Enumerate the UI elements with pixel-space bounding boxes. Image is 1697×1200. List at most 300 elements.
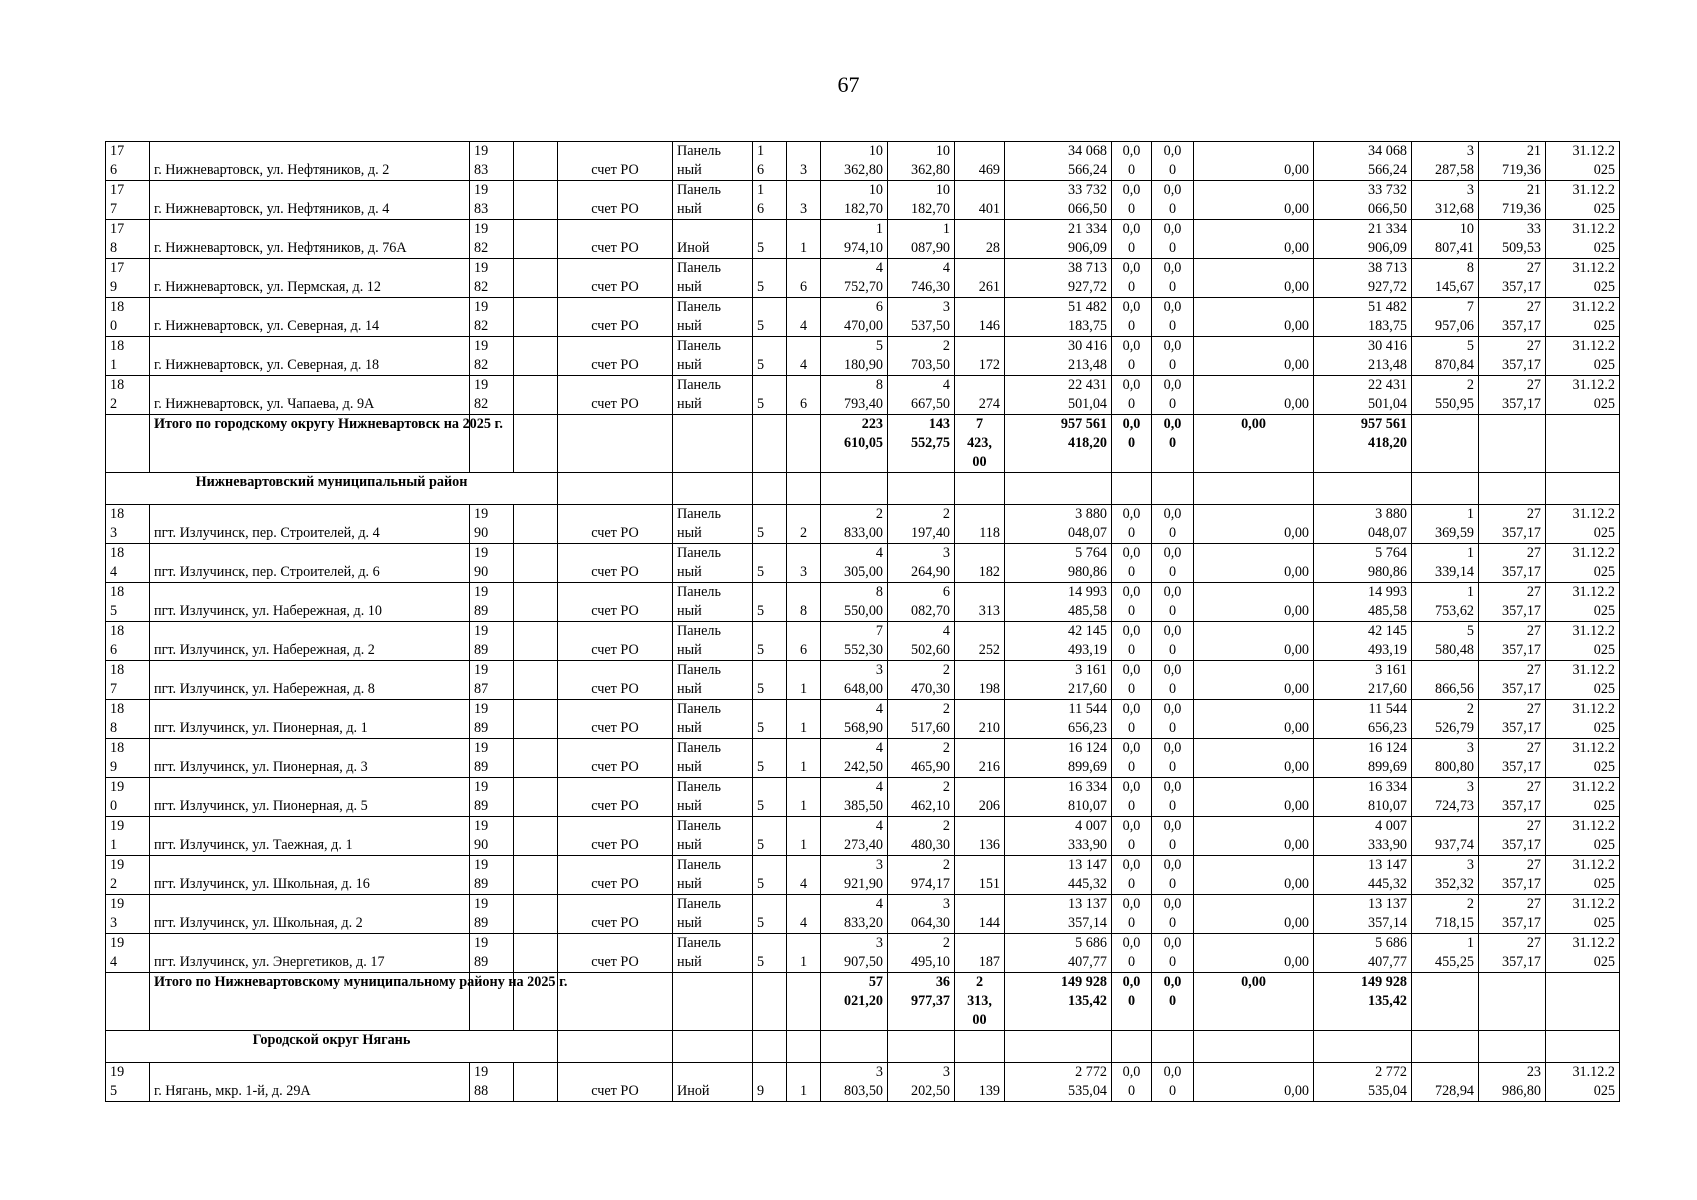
cell-line: 89 (474, 603, 489, 619)
cell-line (757, 895, 782, 914)
table-row (106, 1063, 1620, 1102)
cell-line: 509,53 (1501, 240, 1541, 256)
cell-line: 27 (1526, 260, 1541, 276)
cell-line: 0,0 (1163, 740, 1182, 756)
wall-material-cell (673, 856, 753, 895)
cell-line: 537,50 (910, 318, 950, 334)
cell-line: 986,80 (1501, 1083, 1541, 1099)
cell-line: 724,73 (1434, 798, 1474, 814)
cell-line: 51 482 (1367, 299, 1407, 315)
cell-line: 048,07 (1367, 525, 1407, 541)
residents-cell: 144 (955, 895, 1005, 934)
wall-material-cell (673, 220, 753, 259)
cell-line: 5 (757, 681, 765, 697)
deadline-cell (1546, 622, 1620, 661)
cell-line: ный (677, 915, 702, 931)
cell-line: 16 124 (1367, 740, 1407, 756)
year-cell (470, 778, 514, 817)
total-cost-cell (1005, 661, 1112, 700)
cell-line: 182,70 (843, 201, 883, 217)
total-cost-cell (1005, 505, 1112, 544)
total-area-cell (821, 895, 888, 934)
cell-line: 1 (110, 837, 118, 853)
cell-line: 5 686 (1375, 935, 1407, 951)
floors-cell (753, 505, 787, 544)
fund-2-cell (1152, 856, 1194, 895)
owners-fund-cell (1314, 220, 1412, 259)
cell-line: 357,14 (1367, 915, 1407, 931)
section-header-row (106, 473, 1620, 505)
cell-line: ный (677, 564, 702, 580)
cell-line: 3 (875, 1064, 883, 1080)
cell-line: 793,40 (843, 396, 883, 412)
cell-line: 5 764 (1375, 545, 1407, 561)
fund-cell: счет РО (558, 700, 673, 739)
row-number (106, 544, 150, 583)
empty-cell (558, 415, 673, 473)
cell-line: 0 (1127, 642, 1136, 658)
cell-line: 719,36 (1501, 201, 1541, 217)
empty-cell (821, 473, 888, 505)
cell-line: Панель (677, 143, 721, 159)
fund-3-cell: 0,00 (1194, 856, 1314, 895)
empty-cell (1546, 473, 1620, 505)
owners-fund-cell (1314, 544, 1412, 583)
cell-line: 0 (1168, 162, 1177, 178)
cell-line: 305,00 (843, 564, 883, 580)
unit-cost-cell (1412, 259, 1479, 298)
limit-cost-cell (1479, 661, 1546, 700)
limit-cost-cell (1479, 298, 1546, 337)
cell-line: 19 (474, 740, 489, 756)
fund-3-cell: 0,00 (1194, 298, 1314, 337)
residential-area-cell (888, 181, 955, 220)
year-cell (470, 700, 514, 739)
cell-line: 2 (975, 974, 984, 990)
fund-1-cell (1112, 856, 1152, 895)
cell-line: 17 (110, 143, 125, 159)
cell-line: 906,09 (1067, 240, 1107, 256)
cell-line: 149 928 (1360, 974, 1407, 990)
owners-fund-cell (1314, 298, 1412, 337)
cell-line: 0 (1168, 201, 1177, 217)
cell-line: 423, (967, 435, 992, 451)
cell-line: 493,19 (1067, 642, 1107, 658)
fund-2-cell (1152, 934, 1194, 973)
cell-line: 2 772 (1375, 1064, 1407, 1080)
fund-2-cell (1152, 622, 1194, 661)
cell-line: 455,25 (1434, 954, 1474, 970)
cell-line: 31.12.2 (1572, 506, 1615, 522)
cell-line: 3 (875, 935, 883, 951)
deadline-cell (1546, 259, 1620, 298)
cell-line: 980,86 (1367, 564, 1407, 580)
empty-cell (514, 1063, 558, 1102)
cell-line: 810,07 (1067, 798, 1107, 814)
residents-cell: 139 (955, 1063, 1005, 1102)
cell-line: 242,50 (843, 759, 883, 775)
empty-cell (1194, 1031, 1314, 1063)
empty-cell (558, 973, 673, 1031)
cell-line: 485,58 (1367, 603, 1407, 619)
row-number (106, 700, 150, 739)
cell-line: 0,0 (1122, 338, 1141, 354)
limit-cost-cell (1479, 895, 1546, 934)
cell-line: 5 686 (1075, 935, 1107, 951)
cell-line: 17 (110, 221, 125, 237)
cell-line: 89 (474, 954, 489, 970)
cell-line: 0 (1168, 720, 1177, 736)
table-row (106, 376, 1620, 415)
empty-cell (1005, 1031, 1112, 1063)
total-cost-cell (1005, 583, 1112, 622)
unit-cost-cell (1412, 700, 1479, 739)
cell-line: 357,14 (1067, 915, 1107, 931)
cell-line: 957 561 (1060, 416, 1107, 432)
cell-line: 3 161 (1075, 662, 1107, 678)
cell-line: 83 (474, 201, 489, 217)
cell-line: 0,0 (1122, 662, 1141, 678)
cell-line: 0,0 (1163, 779, 1182, 795)
empty-cell (514, 220, 558, 259)
limit-cost-cell (1479, 856, 1546, 895)
cell-line: 418,20 (1067, 435, 1107, 451)
cell-line: 927,72 (1367, 279, 1407, 295)
cell-line: 0,0 (1163, 584, 1182, 600)
floors-cell (753, 778, 787, 817)
wall-material-cell (673, 1063, 753, 1102)
cell-line (757, 337, 782, 356)
cell-line: 025 (1593, 759, 1615, 775)
section-title: Нижневартовский муниципальный район (106, 473, 558, 505)
cell-line: 135,42 (1067, 993, 1107, 1009)
cell-line: 357,17 (1501, 525, 1541, 541)
fund-2-cell (1152, 505, 1194, 544)
owners-fund-cell (1314, 376, 1412, 415)
cell-line: 13 137 (1367, 896, 1407, 912)
entrances-cell: 4 (787, 856, 821, 895)
deadline-cell (1546, 700, 1620, 739)
cell-line: 149 928 (1060, 974, 1107, 990)
cell-line: 7 (110, 201, 118, 217)
residential-area-cell (888, 739, 955, 778)
cell-line: 048,07 (1067, 525, 1107, 541)
wall-material-cell (673, 298, 753, 337)
fund-cell: счет РО (558, 739, 673, 778)
cell-line: 025 (1593, 318, 1615, 334)
cell-line: 0,0 (1122, 818, 1141, 834)
owners-fund-cell (1314, 181, 1412, 220)
cell-line: 385,50 (843, 798, 883, 814)
cell-line: 19 (110, 896, 125, 912)
deadline-cell (1546, 778, 1620, 817)
row-number (106, 661, 150, 700)
cell-line: 21 (1526, 182, 1541, 198)
deadline-cell (1546, 856, 1620, 895)
cell-line: 17 (110, 260, 125, 276)
subtotal-label: Итого по городскому округу Нижневартовск на 2025 г. (150, 415, 470, 473)
empty-cell (673, 973, 753, 1031)
empty-cell (1412, 1031, 1479, 1063)
cell-line: 9 (110, 279, 118, 295)
fund-2-cell (1152, 544, 1194, 583)
table-row (106, 583, 1620, 622)
cell-line: 0,0 (1163, 1064, 1182, 1080)
floors-cell (753, 259, 787, 298)
limit-cost-cell (1479, 817, 1546, 856)
cell-line: 31.12.2 (1572, 818, 1615, 834)
cell-line: 870,84 (1434, 357, 1474, 373)
cell-line: Панель (677, 896, 721, 912)
cell-line (677, 1063, 748, 1082)
cell-line: 0 (1127, 876, 1136, 892)
year-cell (470, 895, 514, 934)
cell-line: 4 007 (1075, 818, 1107, 834)
subtotal-residential-area (888, 973, 955, 1031)
cell-line: 025 (1593, 837, 1615, 853)
subtotal-fund-3: 0,00 (1194, 973, 1314, 1031)
subtotal-total-cost (1005, 415, 1112, 473)
cell-line: 0,0 (1163, 896, 1182, 912)
total-area-cell (821, 778, 888, 817)
cell-line: 5 (757, 279, 765, 295)
cell-line: 0,0 (1122, 545, 1141, 561)
cell-line: 480,30 (910, 837, 950, 853)
address-cell: пгт. Излучинск, ул. Школьная, д. 16 (150, 856, 470, 895)
cell-line: 31.12.2 (1572, 338, 1615, 354)
table-row (106, 739, 1620, 778)
limit-cost-cell (1479, 739, 1546, 778)
address-cell: пгт. Излучинск, ул. Набережная, д. 2 (150, 622, 470, 661)
limit-cost-cell (1479, 700, 1546, 739)
empty-cell (753, 415, 787, 473)
entrances-cell: 1 (787, 661, 821, 700)
cell-line: Панель (677, 545, 721, 561)
cell-line: 31.12.2 (1572, 221, 1615, 237)
row-number (106, 622, 150, 661)
cell-line: 0,0 (1122, 584, 1141, 600)
cell-line: 0 (1127, 603, 1136, 619)
limit-cost-cell (1479, 142, 1546, 181)
empty-cell (888, 1031, 955, 1063)
cell-line (677, 220, 748, 239)
limit-cost-cell (1479, 337, 1546, 376)
cell-line: 025 (1593, 396, 1615, 412)
cell-line (757, 376, 782, 395)
cell-line: 656,23 (1067, 720, 1107, 736)
empty-cell (514, 298, 558, 337)
cell-line: 3 (942, 1064, 950, 1080)
residents-cell: 216 (955, 739, 1005, 778)
cell-line: 135,42 (1367, 993, 1407, 1009)
cell-line: 33 732 (1067, 182, 1107, 198)
cell-line: 27 (1526, 896, 1541, 912)
cell-line: Панель (677, 338, 721, 354)
cell-line: 0 (1127, 915, 1136, 931)
empty-cell (787, 973, 821, 1031)
year-cell (470, 817, 514, 856)
total-area-cell (821, 622, 888, 661)
cell-line (757, 298, 782, 317)
residents-cell: 313 (955, 583, 1005, 622)
cell-line: ный (677, 603, 702, 619)
cell-line: 927,72 (1067, 279, 1107, 295)
floors-cell (753, 544, 787, 583)
row-number (106, 220, 150, 259)
owners-fund-cell (1314, 856, 1412, 895)
cell-line: 357,17 (1501, 798, 1541, 814)
residents-cell: 274 (955, 376, 1005, 415)
cell-line: 1 (757, 182, 765, 198)
cell-line: Панель (677, 662, 721, 678)
cell-line: 445,32 (1367, 876, 1407, 892)
cell-line: 18 (110, 740, 125, 756)
cell-line: 89 (474, 915, 489, 931)
fund-2-cell (1152, 298, 1194, 337)
empty-cell (821, 1031, 888, 1063)
address-cell: пгт. Излучинск, ул. Набережная, д. 10 (150, 583, 470, 622)
wall-material-cell (673, 583, 753, 622)
cell-line: 025 (1593, 798, 1615, 814)
fund-1-cell (1112, 259, 1152, 298)
cell-line: 0 (1168, 993, 1177, 1009)
cell-line: 21 334 (1367, 221, 1407, 237)
unit-cost-cell (1412, 1063, 1479, 1102)
cell-line: 0 (1168, 954, 1177, 970)
cell-line: 4 (875, 896, 883, 912)
cell-line: 0,0 (1122, 623, 1141, 639)
total-cost-cell (1005, 544, 1112, 583)
cell-line: 2 (942, 779, 950, 795)
cell-line: 0,0 (1163, 974, 1182, 990)
empty-cell (1479, 415, 1546, 473)
cell-line (757, 856, 782, 875)
floors-cell (753, 895, 787, 934)
table-row (106, 142, 1620, 181)
cell-line: 5 (757, 642, 765, 658)
cell-line: 11 544 (1068, 701, 1107, 717)
unit-cost-cell (1412, 895, 1479, 934)
cell-line: 213,48 (1367, 357, 1407, 373)
deadline-cell (1546, 142, 1620, 181)
total-area-cell (821, 739, 888, 778)
cell-line: Панель (677, 701, 721, 717)
cell-line: 6 (942, 584, 950, 600)
fund-cell: счет РО (558, 817, 673, 856)
section-title: Городской округ Нягань (106, 1031, 558, 1063)
cell-line: 27 (1526, 584, 1541, 600)
cell-line: 89 (474, 798, 489, 814)
fund-3-cell: 0,00 (1194, 817, 1314, 856)
empty-cell (514, 895, 558, 934)
cell-line: 0 (1127, 798, 1136, 814)
fund-1-cell (1112, 622, 1152, 661)
cell-line: 30 416 (1067, 338, 1107, 354)
cell-line: 0 (1168, 681, 1177, 697)
cell-line: 4 (875, 740, 883, 756)
cell-line: 0 (1127, 357, 1136, 373)
cell-line: 3 (1466, 857, 1474, 873)
cell-line: 31.12.2 (1572, 182, 1615, 198)
cell-line: 0 (1168, 564, 1177, 580)
total-area-cell (821, 934, 888, 973)
entrances-cell: 4 (787, 895, 821, 934)
cell-line: 566,24 (1367, 162, 1407, 178)
cell-line: 025 (1593, 681, 1615, 697)
cell-line: 19 (474, 506, 489, 522)
empty-cell (514, 856, 558, 895)
cell-line: 31.12.2 (1572, 740, 1615, 756)
limit-cost-cell (1479, 1063, 1546, 1102)
residential-area-cell (888, 817, 955, 856)
unit-cost-cell (1412, 376, 1479, 415)
residential-area-cell (888, 505, 955, 544)
fund-2-cell (1152, 661, 1194, 700)
deadline-cell (1546, 895, 1620, 934)
address-cell: г. Нижневартовск, ул. Нефтяников, д. 2 (150, 142, 470, 181)
cell-line: 833,00 (843, 525, 883, 541)
cell-line: 27 (1526, 662, 1541, 678)
cell-line: 19 (474, 584, 489, 600)
total-cost-cell (1005, 934, 1112, 973)
cell-line: 18 (110, 545, 125, 561)
address-cell: пгт. Излучинск, ул. Таежная, д. 1 (150, 817, 470, 856)
entrances-cell: 3 (787, 142, 821, 181)
year-cell (470, 622, 514, 661)
cell-line: 4 (110, 954, 118, 970)
cell-line: 10 (868, 143, 883, 159)
cell-line: 580,48 (1434, 642, 1474, 658)
entrances-cell: 1 (787, 1063, 821, 1102)
cell-line: Панель (677, 779, 721, 795)
cell-line: Панель (677, 818, 721, 834)
empty-cell (787, 473, 821, 505)
wall-material-cell (673, 934, 753, 973)
cell-line: 866,56 (1434, 681, 1474, 697)
empty-cell (514, 622, 558, 661)
cell-line: 3 (942, 545, 950, 561)
fund-cell: счет РО (558, 856, 673, 895)
cell-line: 89 (474, 876, 489, 892)
cell-line: 667,50 (910, 396, 950, 412)
empty-cell (514, 337, 558, 376)
floors-cell (753, 739, 787, 778)
cell-line: 10 (935, 143, 950, 159)
cell-line: 0 (1168, 603, 1177, 619)
cell-line: 11 544 (1368, 701, 1407, 717)
cell-line: 703,50 (910, 357, 950, 373)
cell-line: 00 (972, 454, 987, 470)
total-cost-cell (1005, 895, 1112, 934)
cell-line: 0 (1168, 759, 1177, 775)
cell-line: 38 713 (1067, 260, 1107, 276)
fund-1-cell (1112, 583, 1152, 622)
cell-line: 025 (1593, 525, 1615, 541)
cell-line: 143 (928, 416, 950, 432)
total-area-cell (821, 376, 888, 415)
unit-cost-cell (1412, 142, 1479, 181)
residential-area-cell (888, 337, 955, 376)
cell-line: 27 (1526, 740, 1541, 756)
cell-line: 082,70 (910, 603, 950, 619)
cell-line: 0,0 (1122, 896, 1141, 912)
fund-cell: счет РО (558, 544, 673, 583)
entrances-cell: 6 (787, 376, 821, 415)
cell-line: 0,0 (1163, 182, 1182, 198)
cell-line: Панель (677, 506, 721, 522)
cell-line: 4 (110, 564, 118, 580)
floors-cell (753, 1063, 787, 1102)
